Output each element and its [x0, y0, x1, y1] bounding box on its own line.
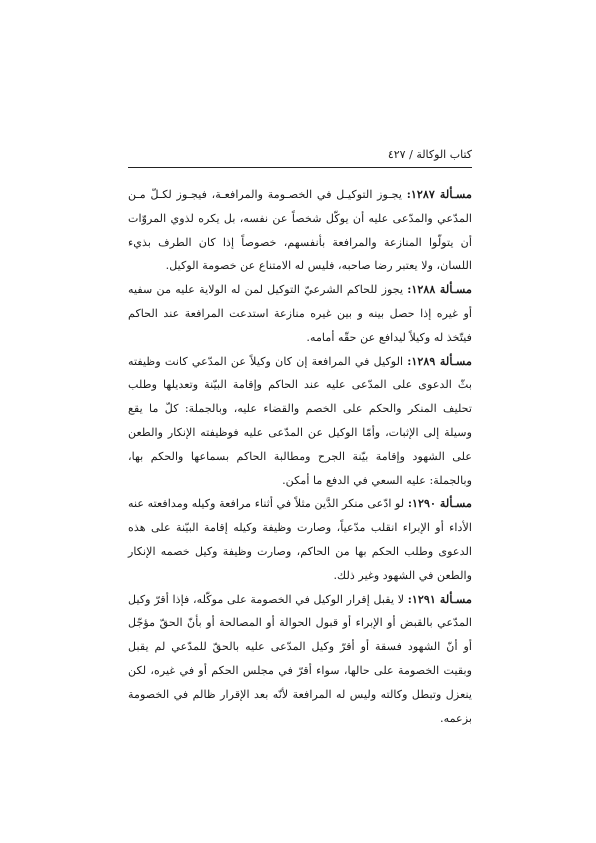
- issue-text: يجوز للحاكم الشرعيّ التوكيل لمن له الولاية عليه من سفيه أو غيره إذا حصل بينه و بين غيره منازعة استدعت المرافعة عند الحاكم فيتّخذ له وكيلاً ليدافع عن حقّه أمامه.: [128, 283, 472, 344]
- issue-paragraph-1289: [128, 350, 472, 493]
- issue-label: مسـألة ١٢٨٨:: [407, 282, 473, 297]
- body-text: [128, 183, 472, 730]
- issue-paragraph-1288: [128, 278, 472, 349]
- book-page: [128, 148, 472, 730]
- issue-text: الوكيل في المرافعة إن كان وكيلاً عن المدّعي كانت وظيفته بثّ الدعوى على المدّعى عليه عند الحاكم وإقامة البيّنة وتعديلها وطلب تحليف المنكر والحكم على الخصم والقضاء عليه، وبالجملة: كلّ ما يقع وسيلة إلى الإثبات، وأمّا الوكيل عن المدّعى عليه فوظيفته الإنكار والطعن على الشهود وإقامة بيّنة الجرح ومطالبة الحاكم بسماعها والحكم بها، وبالجملة: عليه السعي في الدفع ما أمكن.: [128, 354, 472, 487]
- page-number: ٤٢٧: [387, 148, 406, 161]
- issue-paragraph-1290: [128, 492, 472, 587]
- issue-text: لا يقبل إقرار الوكيل في الخصومة على موكّله، فإذا أقرّ وكيل المدّعي بالقبض أو الإبراء أو قبول الحوالة أو المصالحة أو بأنّ الحقّ مؤجّل أو أنّ الشهود فسقة أو أقرّ وكيل المدّعى عليه بالحقّ للمدّعي لم يقبل وبقيت الخصومة على حالها، سواء أقرّ في مجلس الحكم أو في غيره، لكن ينعزل وتبطل وكالته وليس له المرافعة لأنّه بعد الإقرار ظالم في الخصومة بزعمه.: [128, 592, 472, 725]
- issue-paragraph-1291: [128, 588, 472, 731]
- issue-label: مسـألة ١٢٩١:: [407, 591, 473, 606]
- issue-text: يجـوز التوكيـل في الخصـومة والمرافعـة، فيجـوز لكـلّ مـن المدّعي والمدّعى عليه أن يوكّل شخصاً عن نفسه، بل يكره لذوي المروّات أن يتولّوا المنازعة والمرافعة بأنفسهم، خصوصاً إذا كان الطرف بذيء اللسان، ولا يعتبر رضا صاحبه، فليس له الامتناع عن خصومة الوكيل.: [128, 188, 472, 273]
- issue-label: مسـألة ١٢٨٧:: [406, 187, 472, 201]
- title-separator: /: [409, 148, 413, 161]
- book-chapter-title: كتاب الوكالة: [416, 148, 472, 161]
- running-title: [388, 148, 472, 162]
- issue-paragraph-1287: [128, 183, 472, 278]
- issue-label: مسـألة ١٢٩٠:: [407, 496, 472, 511]
- issue-text: لو ادّعى منكر الدَّين مثلاً في أثناء مرافعة وكيله ومدافعته عنه الأداء أو الإبراء انقلب مدّعياً، وصارت وظيفة وكيله إقامة البيّنة على هذه الدعوى وطلب الحكم بها من الحاكم، وصارت وظيفة وكيل خصمه الإنكار والطعن في الشهود وغير ذلك.: [128, 497, 472, 582]
- issue-label: مسـألة ١٢٨٩:: [407, 353, 473, 368]
- running-header: [128, 148, 472, 168]
